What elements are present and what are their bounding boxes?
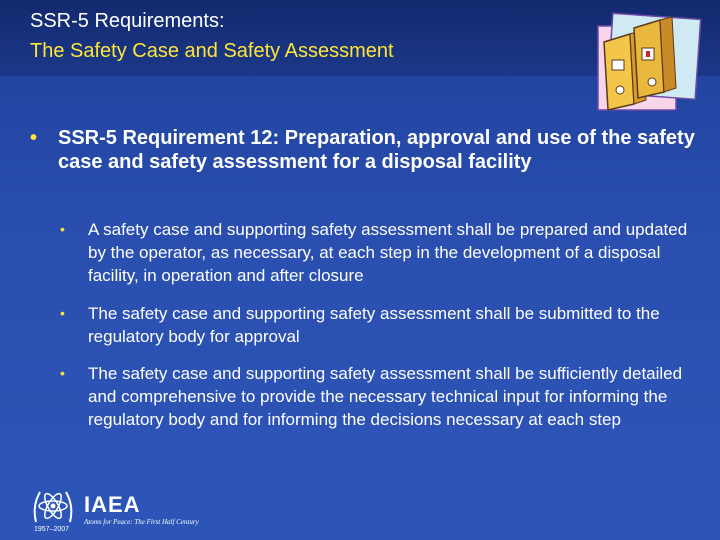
main-bullet-text: SSR-5 Requirement 12: Preparation, approval and use of the safety case and safety assessment for a disposal facility: [58, 127, 695, 173]
sub-bullet-text: A safety case and supporting safety assessment shall be prepared and updated by the operator, as necessary, at each step in the development of a disposal facility, in operation and after closure: [88, 220, 688, 285]
bullet-icon: •: [60, 365, 65, 381]
slide-title-line1: SSR-5 Requirements:: [30, 10, 225, 32]
bullet-icon: •: [60, 221, 65, 237]
binders-clipart: [590, 12, 702, 114]
bullet-icon: •: [30, 127, 38, 149]
iaea-logo: [28, 482, 228, 538]
logo-text: IAEA: [84, 492, 141, 517]
slide-title-line2: The Safety Case and Safety Assessment: [30, 40, 394, 62]
bullet-icon: •: [60, 305, 65, 321]
sub-bullet-text: The safety case and supporting safety assessment shall be sufficiently detailed and comprehensive to provide the necessary technical input for informing the regulatory body and for informing the decisions necessary at each step: [88, 364, 683, 429]
logo-tagline: Atoms for Peace: The First Half Century: [84, 518, 199, 526]
sub-bullet-text: The safety case and supporting safety assessment shall be submitted to the regulatory body for approval: [88, 304, 660, 346]
logo-years: 1957–2007: [34, 526, 70, 533]
iaea-atom-logo-icon: [30, 484, 76, 528]
